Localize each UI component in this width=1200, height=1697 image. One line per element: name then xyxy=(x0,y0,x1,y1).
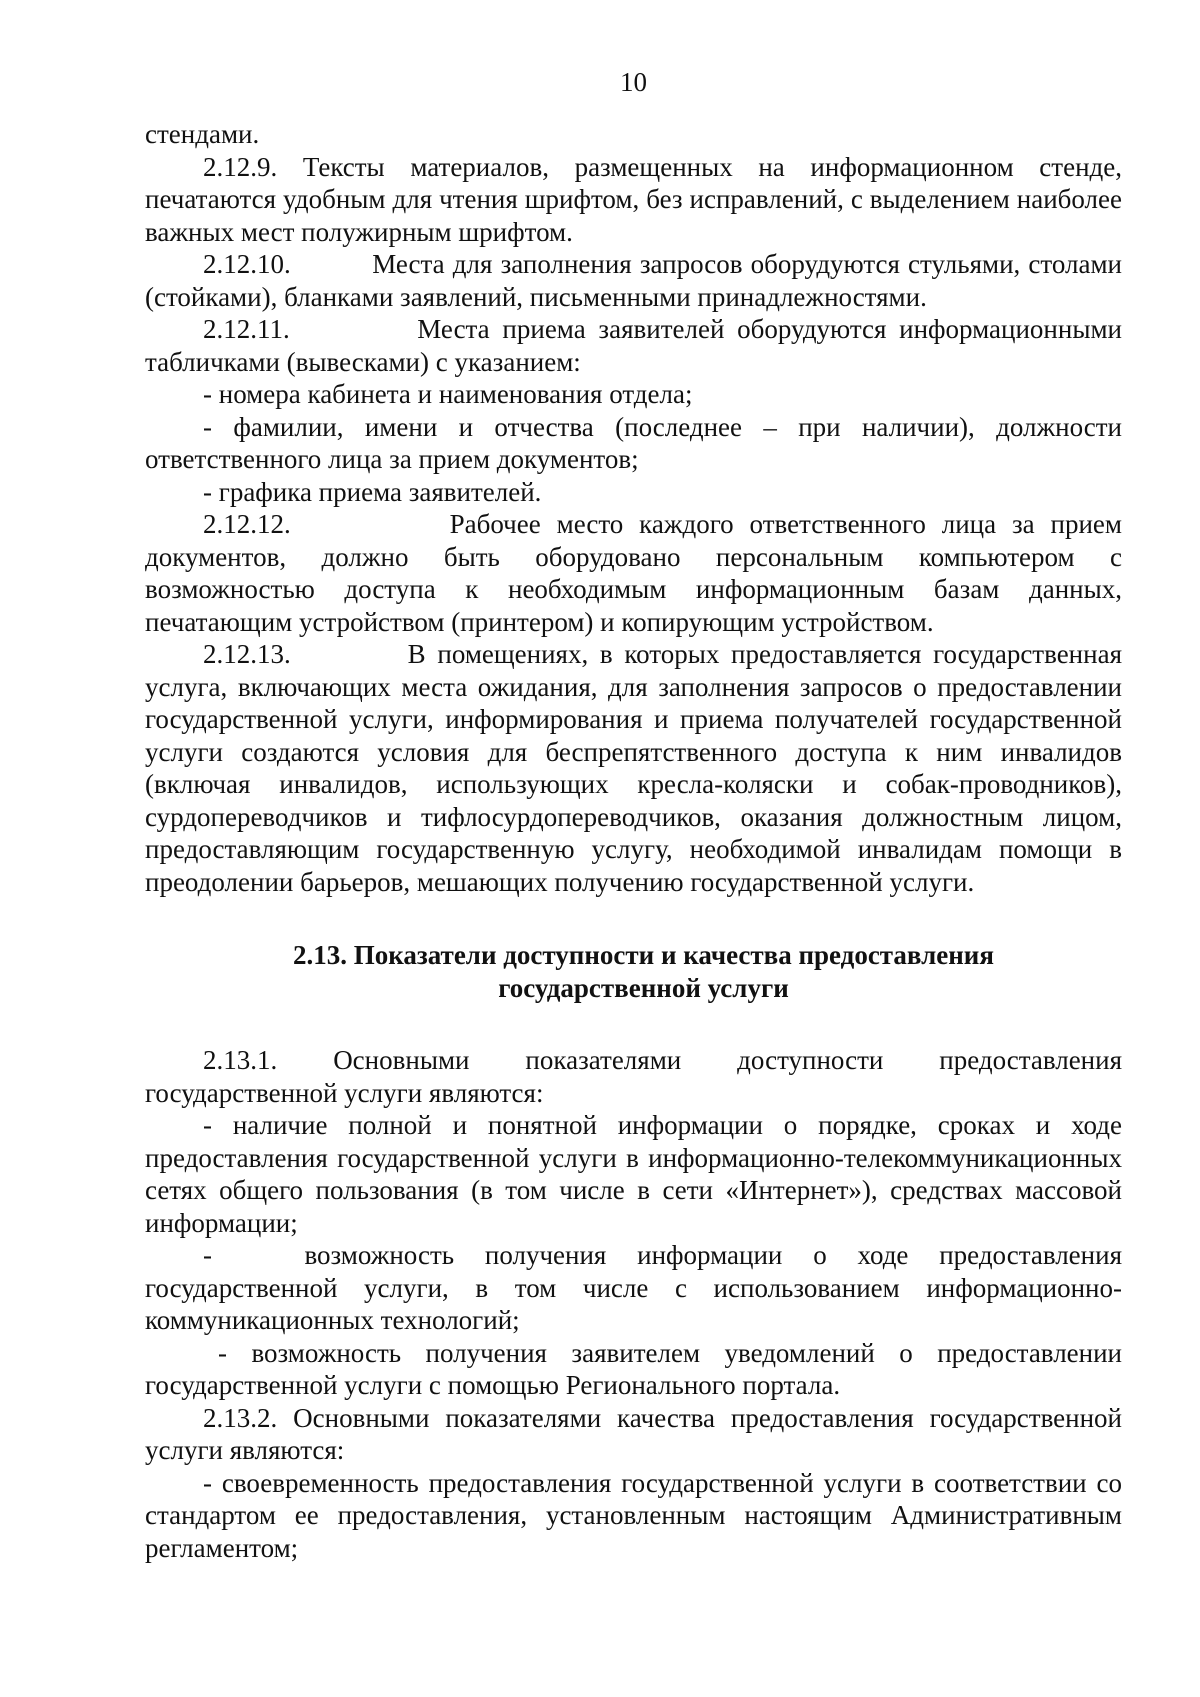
section-heading-2-13 xyxy=(145,939,1122,1004)
section-heading-line-2: государственной услуги xyxy=(498,972,789,1003)
list-item-information-availability: - наличие полной и понятной информации о порядке, сроках и ходе предоставления государственной услуги в информационно-телекоммуникационных сетях общего пользования (в том числе в сети «Интернет»), средствах массовой информации; xyxy=(145,1110,1122,1238)
list-item-responsible-person: - фамилии, имени и отчества (последнее – при наличии), должности ответственного лица за прием документов; xyxy=(145,411,1122,474)
paragraph-2-12-12: 2.12.12. Рабочее место каждого ответственного лица за прием документов, должно быть оборудовано персональным компьютером с возможностью доступа к необходимым информационным базам данных, печатающим устройством (принтером) и копирующим устройством. xyxy=(145,509,1122,637)
list-item-reception-schedule: - графика приема заявителей. xyxy=(203,476,542,507)
document-page xyxy=(145,66,1122,1564)
list-item-cabinet-number: - номера кабинета и наименования отдела; xyxy=(203,379,693,409)
list-item-progress-information: - возможность получения информации о ходе предоставления государственной услуги, в том числе с использованием информационно-коммуникационных технологий; xyxy=(145,1240,1122,1335)
paragraph-2-12-10: 2.12.10. Места для заполнения запросов оборудуются стульями, столами (стойками), бланками заявлений, письменными принадлежностями. xyxy=(145,249,1122,312)
list-item-notifications: - возможность получения заявителем уведомлений о предоставлении государственной услуги с помощью Регионального портала. xyxy=(145,1337,1122,1400)
section-heading-line-1: 2.13. Показатели доступности и качества предоставления xyxy=(293,940,994,970)
section-2-13-body xyxy=(145,1044,1122,1564)
paragraph-2-13-1: 2.13.1. Основными показателями доступности предоставления государственной услуги являются: xyxy=(145,1045,1122,1108)
paragraph-continuation: стендами. xyxy=(145,119,260,149)
paragraph-2-12-11: 2.12.11. Места приема заявителей оборудуются информационными табличками (вывесками) с указанием: xyxy=(145,314,1122,377)
paragraph-2-13-2: 2.13.2. Основными показателями качества предоставления государственной услуги являются: xyxy=(145,1402,1122,1465)
paragraph-2-12-13: 2.12.13. В помещениях, в которых предоставляется государственная услуга, включающих места ожидания, для заполнения запросов о предоставлении государственной услуги, информирования и приема получателей государственной услуги создаются условия для беспрепятственного доступа к ним инвалидов (включая инвалидов, использующих кресла-коляски и собак-проводников), сурдопереводчиков и тифлосурдопереводчиков, оказания должностным лицом, предоставляющим государственную услугу, необходимой инвалидам помощи в преодолении барьеров, мешающих получению государственной услуги. xyxy=(145,639,1122,897)
paragraph-2-12-9: 2.12.9. Тексты материалов, размещенных на информационном стенде, печатаются удобным для чтения шрифтом, без исправлений, с выделением наиболее важных мест полужирным шрифтом. xyxy=(145,151,1122,247)
page-number: 10 xyxy=(620,67,647,97)
list-item-timeliness: - своевременность предоставления государственной услуги в соответствии со стандартом ее предоставления, установленным настоящим Административным регламентом; xyxy=(145,1467,1122,1563)
section-2-12-body xyxy=(145,118,1122,898)
